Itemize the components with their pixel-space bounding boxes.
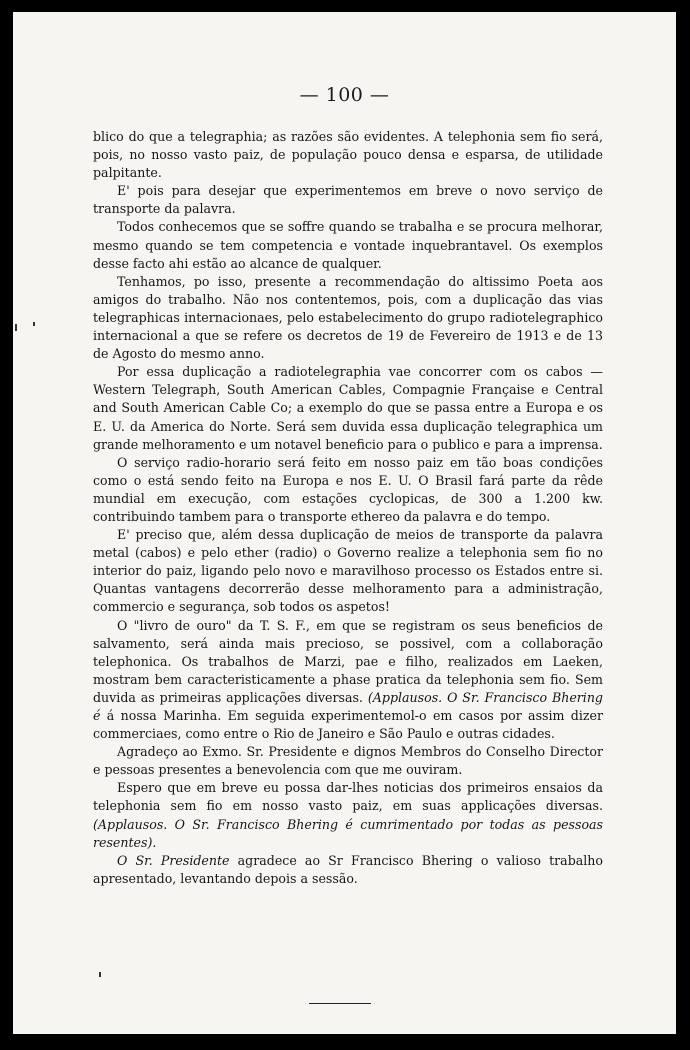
applause-note-1: (Applausos. O Sr. Francisco Bhering é [93,689,603,723]
paragraph-8-cont: á nossa Marinha. Em seguida experimentemol-o em casos por assim dizer commerciaes, como entre o Rio de Janeiro e São Paulo e outras cidades. [93,708,603,742]
paragraph-8 [93,617,603,744]
paragraph-2: E' pois para desejar que experimentemos em breve o novo serviço de transporte da palavra. [93,183,603,217]
document-body [93,128,603,888]
paragraph-1: blico do que a telegraphia; as razões são evidentes. A telephonia sem fio será, pois, no nosso vasto paiz, de população pouco densa e esparsa, de utilidade palpitante. [93,129,603,181]
paragraph-3: Todos conhecemos que se soffre quando se trabalha e se procura melhorar, mesmo quando se tem competencia e vontade inquebrantavel. Os exemplos desse facto ahi estão ao alcance de qualquer. [93,219,603,271]
closing-text: agradece ao Sr Francisco Bhering o valioso trabalho apresentado, levantando depois a sessão. [93,852,603,886]
scan-speck [33,322,35,326]
paragraph-4: Tenhamos, po isso, presente a recommendação do altissimo Poeta aos amigos do trabalho. Não nos contentemos, pois, com a duplicação das vias telegraphicas internacionaes, pelo estabelecimento do grupo radiotelegraphico internacional a que se refere os decretos de 19 de Fevereiro de 1913 e de 13 de Agosto do mesmo anno. [93,273,603,362]
end-rule [309,1003,371,1004]
paragraph-7: E' preciso que, além dessa duplicação de meios de transporte da palavra metal (cabos) e pelo ether (radio) o Governo realize a telephonia sem fio no interior do paiz, ligando pelo novo e maravilhoso processo os Estados entre si. Quantas vantagens decorrerão desse melhoramento para a administração, commercio e segurança, sob todos os aspetos! [93,527,603,615]
scan-speck [99,972,101,977]
page-number: — 100 — [299,84,390,106]
paragraph-8-text: O "livro de ouro" da T. S. F., em que se registram os seus beneficios de salvamento, será ainda mais precioso, se possivel, com a collaboração telephonica. Os trabalhos de Marzi, pae e filho, realizados em Laeken, mostram bem caracteristicamente a phase pratica da telephonia sem fio. Sem duvida as primeiras applicações diversas. [93,617,603,705]
scanned-page [13,12,676,1034]
scan-speck [15,324,17,331]
paragraph-11 [93,852,603,888]
applause-note-2: (Applausos. O Sr. Francisco Bhering é cumrimentado por todas as pessoas resentes). [93,816,603,850]
paragraph-10-text: Espero que em breve eu possa dar-lhes noticias dos primeiros ensaios da telephonia sem fio em nosso vasto paiz, em suas applicações diversas. [93,780,603,814]
paragraph-6: O serviço radio-horario será feito em nosso paiz em tão boas condições como o está sendo feito na Europa e nos E. U. O Brasil fará parte da rêde mundial em execução, com estações cyclopicas, de 300 a 1.200 kw. contribuindo tambem para o transporte ethereo da palavra e do tempo. [93,454,603,524]
paragraph-9: Agradeço ao Exmo. Sr. Presidente e dignos Membros do Conselho Director e pessoas presentes a benevolencia com que me ouviram. [93,744,603,778]
speaker-label: O Sr. Presidente [117,852,230,868]
paragraph-5: Por essa duplicação a radiotelegraphia vae concorrer com os cabos — Western Telegraph, South American Cables, Compagnie Française e Central and South American Cable Co; a exemplo do que se passa entre a Europa e os E. U. da America do Norte. Será sem duvida essa duplicação telegraphica um grande melhoramento e um notavel beneficio para o publico e para a imprensa. [93,364,603,452]
paragraph-10 [93,779,603,851]
